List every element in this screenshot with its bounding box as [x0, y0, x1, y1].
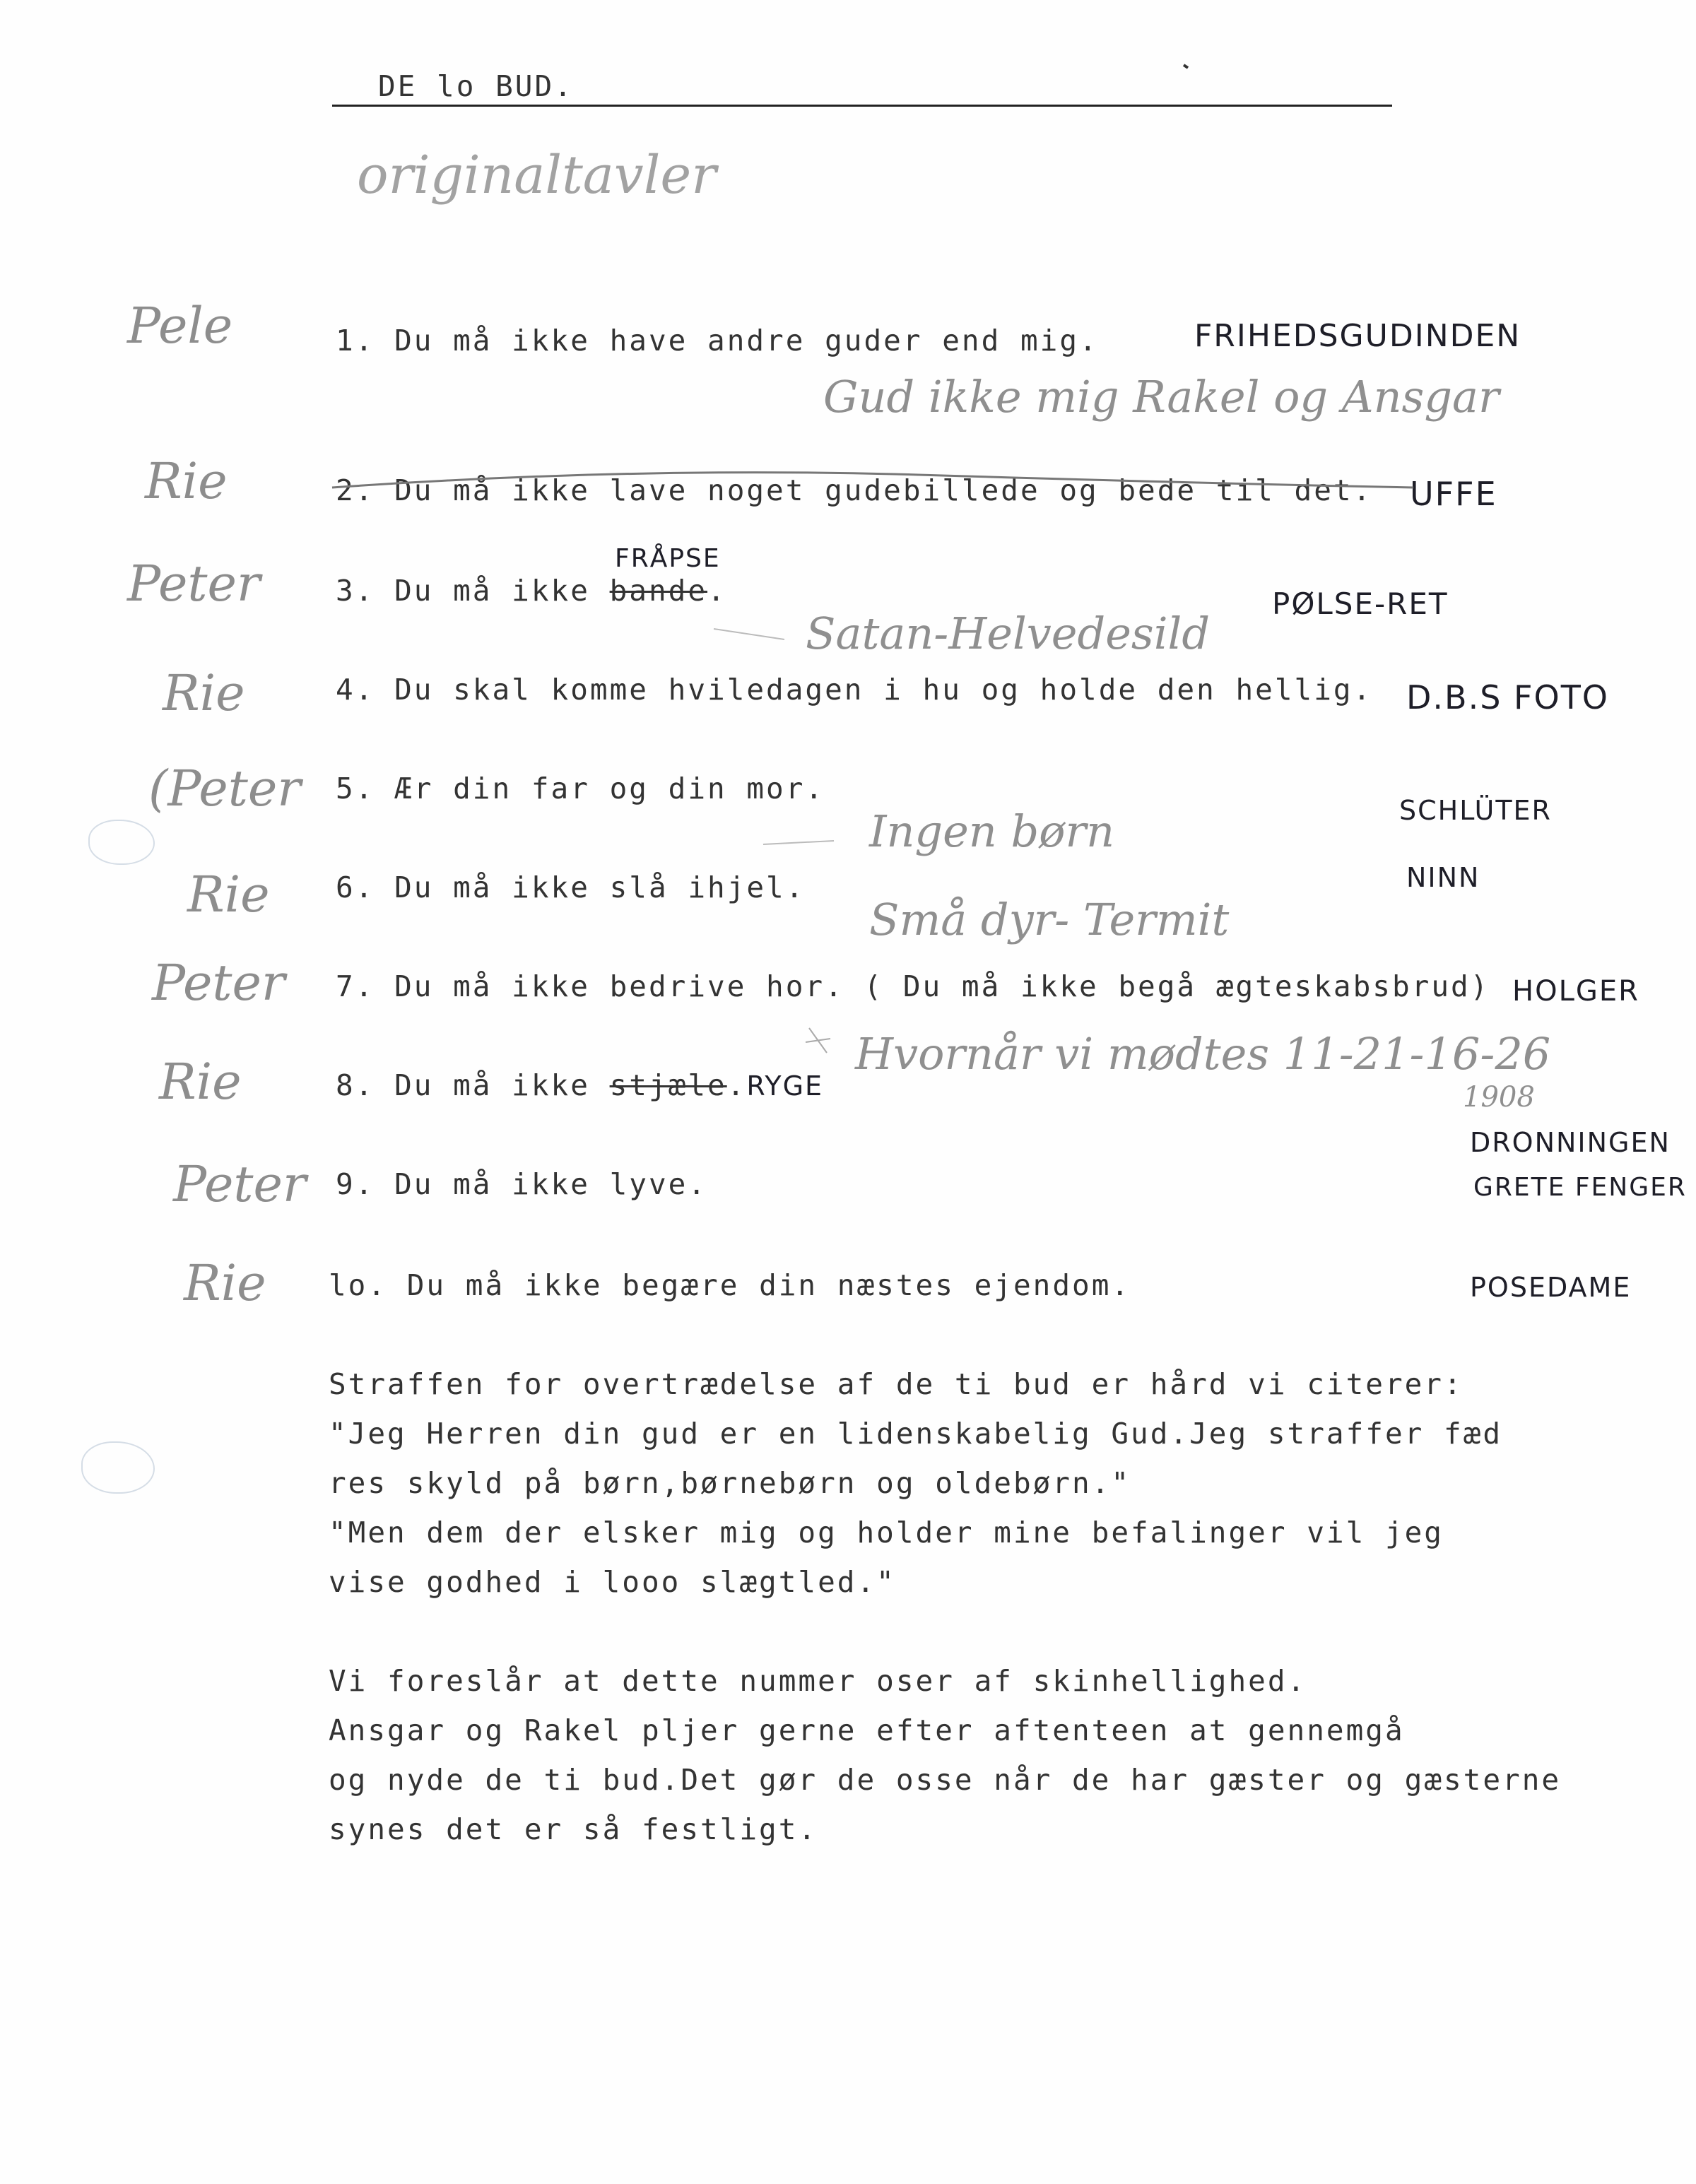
commandment-tail: .: [726, 1068, 747, 1102]
commandment-tail: .: [707, 574, 727, 608]
paragraph-line: res skyld på børn,børnebørn og oldebørn.": [329, 1466, 1131, 1500]
margin-name-8: Rie: [159, 1053, 242, 1111]
annotation-4: D.B.S FOTO: [1406, 678, 1610, 716]
margin-note-6: Små dyr- Termit: [869, 894, 1230, 945]
margin-note-8: DRONNINGEN: [1470, 1127, 1671, 1158]
commandment-text: Du må ikke slå ihjel.: [394, 870, 806, 904]
margin-name-4: Rie: [163, 664, 245, 722]
inserted-word-3: FRÅPSE: [615, 544, 721, 573]
commandment-number: 3.: [336, 574, 375, 608]
commandment-text: Du skal komme hviledagen i hu og holde den hellig.: [394, 673, 1373, 707]
annotation-1: FRIHEDSGUDINDEN: [1194, 318, 1521, 354]
strike-line-2: [332, 473, 1413, 488]
stray-mark: [763, 841, 834, 844]
paragraph-line: vise godhed i looo slægtled.": [329, 1565, 896, 1599]
commandment-number: 9.: [336, 1167, 375, 1201]
struck-word: bande: [609, 574, 708, 608]
commandment-text: Ær din far og din mor.: [394, 772, 825, 805]
commandment-number: 5.: [336, 772, 375, 805]
paragraph-line: og nyde de ti bud.Det gør de osse når de har gæster og gæsterne: [329, 1763, 1562, 1797]
annotation-2: UFFE: [1410, 475, 1497, 513]
margin-name-6: Rie: [187, 866, 270, 923]
commandment-number: 8.: [336, 1068, 375, 1102]
paragraph-line: synes det er så festligt.: [329, 1812, 818, 1846]
commandment-text: Du må ikke: [394, 1068, 610, 1102]
annotation-8: RYGE: [746, 1070, 824, 1102]
commandment-text: Du må ikke have andre guder end mig.: [394, 324, 1099, 358]
commandment-text: Du må ikke bedrive hor. ( Du må ikke begå ægteskabsbrud): [394, 969, 1490, 1003]
struck-word: stjæle: [609, 1068, 727, 1102]
annotation-10: POSEDAME: [1470, 1272, 1632, 1303]
margin-note-5: Ingen børn: [869, 805, 1115, 857]
paragraph-line: "Jeg Herren din gud er en lidenskabelig Gud.Jeg straffer fæd: [329, 1417, 1503, 1451]
commandment-number: 6.: [336, 870, 375, 904]
document-title: DE lo BUD.: [378, 69, 574, 103]
stray-mark: [1184, 65, 1188, 68]
commandment-number: 4.: [336, 673, 375, 707]
handwritten-heading: originaltavler: [357, 145, 717, 206]
commandment-number: 1.: [336, 324, 375, 358]
commandment-text: Du må ikke begære din næstes ejendom.: [406, 1268, 1131, 1302]
annotation-5: SCHLÜTER: [1399, 795, 1552, 826]
stray-mark: [806, 1028, 830, 1053]
margin-name-2: Rie: [145, 452, 228, 510]
annotation-6: NINN: [1406, 862, 1480, 893]
annotation-9: GRETE FENGER: [1473, 1173, 1687, 1202]
paragraph-line: Vi foreslår at dette nummer oser af skinhellighed.: [329, 1664, 1307, 1698]
annotation-3: PØLSE-RET: [1272, 586, 1449, 621]
margin-note-7: Hvornår vi mødtes 11-21-16-26: [855, 1028, 1551, 1080]
paragraph-line: Straffen for overtrædelse af de ti bud er hård vi citerer:: [329, 1367, 1464, 1401]
margin-name-9: Peter: [173, 1155, 307, 1213]
stray-mark: [714, 629, 784, 639]
commandment-text: Du må ikke lyve.: [394, 1167, 708, 1201]
margin-name-10: Rie: [184, 1254, 266, 1312]
paragraph-line: "Men dem der elsker mig og holder mine befalinger vil jeg: [329, 1516, 1444, 1550]
annotation-7: HOLGER: [1512, 975, 1639, 1008]
commandment-number: 7.: [336, 969, 375, 1003]
margin-name-7: Peter: [152, 954, 285, 1012]
commandment-number: lo.: [329, 1268, 388, 1302]
paragraph-line: Ansgar og Rakel pljer gerne efter aftenteen at gennemgå: [329, 1713, 1405, 1747]
margin-name-3: Peter: [127, 555, 261, 613]
commandment-text: Du må ikke lave noget gudebillede og bede til det.: [394, 473, 1373, 507]
margin-note-1: Gud ikke mig Rakel og Ansgar: [823, 371, 1500, 423]
margin-name-1: Pele: [127, 297, 233, 355]
commandment-text: Du må ikke: [394, 574, 610, 608]
margin-note-3: Satan-Helvedesild: [806, 608, 1211, 659]
margin-note-7b: 1908: [1463, 1081, 1535, 1114]
margin-name-5: (Peter: [148, 760, 301, 817]
commandment-number: 2.: [336, 473, 375, 507]
